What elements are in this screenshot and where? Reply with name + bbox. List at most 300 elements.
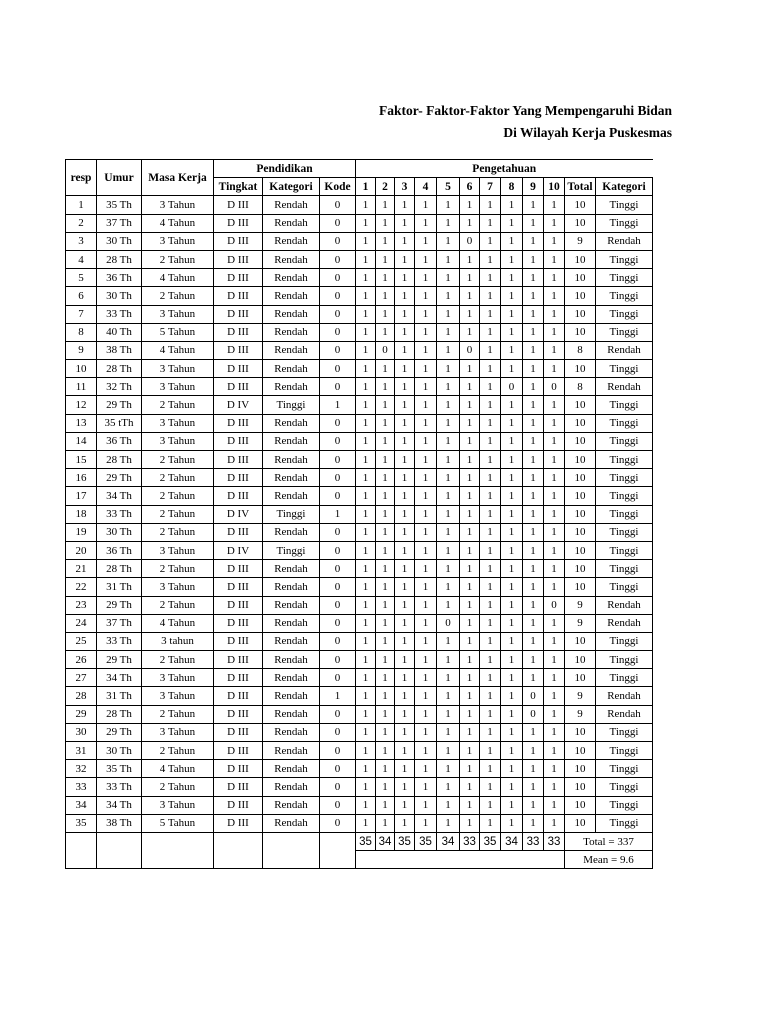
cell-item-6: 1 xyxy=(460,541,480,559)
cell-kategori-pengetahuan: Tinggi xyxy=(596,796,653,814)
cell-item-3: 1 xyxy=(395,378,415,396)
cell-umur: 35 Th xyxy=(97,760,142,778)
cell-masa-kerja: 2 Tahun xyxy=(142,651,214,669)
cell-item-6: 0 xyxy=(460,341,480,359)
cell-item-6: 1 xyxy=(460,596,480,614)
cell-item-8: 1 xyxy=(501,705,523,723)
cell-umur: 36 Th xyxy=(97,541,142,559)
cell-item-9: 1 xyxy=(523,669,544,687)
cell-item-4: 1 xyxy=(415,250,437,268)
cell-umur: 29 Th xyxy=(97,723,142,741)
column-sum: 35 xyxy=(415,832,437,850)
cell-item-4: 1 xyxy=(415,632,437,650)
cell-tingkat: D III xyxy=(214,651,263,669)
cell-item-6: 1 xyxy=(460,578,480,596)
cell-item-6: 1 xyxy=(460,814,480,832)
cell-item-8: 1 xyxy=(501,341,523,359)
table-row xyxy=(66,432,653,450)
cell-item-10: 1 xyxy=(544,578,565,596)
cell-item-2: 1 xyxy=(376,796,395,814)
cell-item-7: 1 xyxy=(480,687,501,705)
table-row xyxy=(66,723,653,741)
cell-kode: 0 xyxy=(320,796,356,814)
cell-item-6: 1 xyxy=(460,196,480,214)
cell-item-8: 1 xyxy=(501,396,523,414)
cell-masa-kerja: 3 Tahun xyxy=(142,578,214,596)
cell-item-3: 1 xyxy=(395,742,415,760)
cell-item-5: 1 xyxy=(437,414,460,432)
cell-item-4: 1 xyxy=(415,196,437,214)
cell-item-1: 1 xyxy=(356,578,376,596)
cell-kategori-pengetahuan: Tinggi xyxy=(596,451,653,469)
cell-tingkat: D III xyxy=(214,796,263,814)
table-row xyxy=(66,742,653,760)
cell-item-9: 1 xyxy=(523,742,544,760)
cell-kategori: Rendah xyxy=(263,742,320,760)
cell-item-7: 1 xyxy=(480,723,501,741)
cell-kategori: Rendah xyxy=(263,250,320,268)
cell-item-4: 1 xyxy=(415,323,437,341)
cell-item-10: 1 xyxy=(544,232,565,250)
cell-total: 10 xyxy=(565,196,596,214)
cell-item-9: 1 xyxy=(523,487,544,505)
cell-item-9: 1 xyxy=(523,451,544,469)
cell-item-5: 1 xyxy=(437,560,460,578)
cell-kategori: Tinggi xyxy=(263,541,320,559)
cell-total: 10 xyxy=(565,505,596,523)
cell-umur: 29 Th xyxy=(97,651,142,669)
total-label: Total = 337 xyxy=(565,832,653,850)
cell-kode: 0 xyxy=(320,269,356,287)
cell-item-7: 1 xyxy=(480,396,501,414)
table-row xyxy=(66,378,653,396)
column-sum: 34 xyxy=(376,832,395,850)
cell-item-8: 1 xyxy=(501,742,523,760)
cell-item-8: 1 xyxy=(501,505,523,523)
cell-total: 8 xyxy=(565,341,596,359)
cell-resp: 21 xyxy=(66,560,97,578)
cell-item-6: 1 xyxy=(460,250,480,268)
cell-total: 10 xyxy=(565,523,596,541)
cell-item-9: 1 xyxy=(523,560,544,578)
cell-masa-kerja: 2 Tahun xyxy=(142,596,214,614)
cell-total: 10 xyxy=(565,287,596,305)
cell-kategori: Rendah xyxy=(263,705,320,723)
cell-tingkat: D III xyxy=(214,760,263,778)
mean-empty xyxy=(263,851,320,869)
cell-umur: 33 Th xyxy=(97,505,142,523)
cell-umur: 30 Th xyxy=(97,742,142,760)
cell-item-1: 1 xyxy=(356,269,376,287)
cell-item-3: 1 xyxy=(395,214,415,232)
cell-item-4: 1 xyxy=(415,669,437,687)
cell-item-9: 1 xyxy=(523,760,544,778)
cell-item-6: 1 xyxy=(460,632,480,650)
cell-item-9: 1 xyxy=(523,269,544,287)
cell-item-3: 1 xyxy=(395,414,415,432)
cell-tingkat: D III xyxy=(214,341,263,359)
cell-item-5: 1 xyxy=(437,432,460,450)
cell-item-3: 1 xyxy=(395,578,415,596)
cell-total: 10 xyxy=(565,305,596,323)
cell-kategori: Rendah xyxy=(263,796,320,814)
cell-total: 10 xyxy=(565,469,596,487)
column-sum: 34 xyxy=(437,832,460,850)
cell-item-9: 1 xyxy=(523,523,544,541)
cell-item-2: 1 xyxy=(376,305,395,323)
cell-item-8: 1 xyxy=(501,596,523,614)
cell-item-7: 1 xyxy=(480,196,501,214)
cell-kategori: Rendah xyxy=(263,360,320,378)
cell-item-2: 1 xyxy=(376,596,395,614)
cell-item-2: 1 xyxy=(376,560,395,578)
cell-resp: 1 xyxy=(66,196,97,214)
cell-item-1: 1 xyxy=(356,287,376,305)
table-row xyxy=(66,796,653,814)
cell-masa-kerja: 2 Tahun xyxy=(142,778,214,796)
cell-resp: 5 xyxy=(66,269,97,287)
cell-kode: 0 xyxy=(320,287,356,305)
header-item-1: 1 xyxy=(356,178,376,196)
cell-item-8: 1 xyxy=(501,778,523,796)
cell-kategori-pengetahuan: Tinggi xyxy=(596,723,653,741)
cell-tingkat: D III xyxy=(214,560,263,578)
cell-item-5: 1 xyxy=(437,360,460,378)
cell-kategori: Rendah xyxy=(263,487,320,505)
cell-kode: 0 xyxy=(320,651,356,669)
cell-total: 10 xyxy=(565,214,596,232)
cell-item-10: 1 xyxy=(544,505,565,523)
cell-umur: 28 Th xyxy=(97,250,142,268)
cell-masa-kerja: 3 Tahun xyxy=(142,723,214,741)
cell-item-8: 1 xyxy=(501,232,523,250)
cell-item-3: 1 xyxy=(395,451,415,469)
cell-item-6: 1 xyxy=(460,323,480,341)
cell-kode: 0 xyxy=(320,451,356,469)
cell-resp: 12 xyxy=(66,396,97,414)
sum-empty xyxy=(66,832,97,850)
cell-umur: 28 Th xyxy=(97,451,142,469)
cell-kategori: Rendah xyxy=(263,378,320,396)
cell-item-2: 1 xyxy=(376,523,395,541)
cell-item-5: 1 xyxy=(437,341,460,359)
cell-item-9: 1 xyxy=(523,232,544,250)
cell-kategori: Rendah xyxy=(263,432,320,450)
cell-item-5: 1 xyxy=(437,742,460,760)
cell-item-9: 1 xyxy=(523,396,544,414)
table-row xyxy=(66,414,653,432)
header-pengetahuan: Pengetahuan xyxy=(356,160,653,178)
cell-item-4: 1 xyxy=(415,414,437,432)
cell-item-3: 1 xyxy=(395,596,415,614)
cell-resp: 31 xyxy=(66,742,97,760)
cell-item-1: 1 xyxy=(356,814,376,832)
cell-item-8: 1 xyxy=(501,250,523,268)
cell-total: 10 xyxy=(565,269,596,287)
cell-item-5: 1 xyxy=(437,505,460,523)
cell-item-4: 1 xyxy=(415,705,437,723)
cell-item-2: 1 xyxy=(376,432,395,450)
cell-kategori: Rendah xyxy=(263,760,320,778)
header-kategori: Kategori xyxy=(263,178,320,196)
cell-resp: 18 xyxy=(66,505,97,523)
cell-item-9: 1 xyxy=(523,505,544,523)
cell-kode: 0 xyxy=(320,705,356,723)
cell-total: 10 xyxy=(565,778,596,796)
header-item-5: 5 xyxy=(437,178,460,196)
table-row xyxy=(66,760,653,778)
cell-umur: 29 Th xyxy=(97,396,142,414)
cell-item-6: 1 xyxy=(460,214,480,232)
cell-kategori: Rendah xyxy=(263,778,320,796)
cell-resp: 11 xyxy=(66,378,97,396)
cell-kode: 0 xyxy=(320,323,356,341)
cell-item-9: 1 xyxy=(523,796,544,814)
cell-item-8: 1 xyxy=(501,632,523,650)
cell-kode: 0 xyxy=(320,596,356,614)
cell-kategori: Rendah xyxy=(263,269,320,287)
cell-resp: 35 xyxy=(66,814,97,832)
cell-item-5: 1 xyxy=(437,287,460,305)
cell-item-4: 1 xyxy=(415,232,437,250)
mean-empty xyxy=(142,851,214,869)
cell-kategori-pengetahuan: Tinggi xyxy=(596,305,653,323)
table-row xyxy=(66,196,653,214)
table-row xyxy=(66,523,653,541)
cell-item-4: 1 xyxy=(415,360,437,378)
cell-item-10: 1 xyxy=(544,451,565,469)
cell-item-7: 1 xyxy=(480,378,501,396)
cell-item-4: 1 xyxy=(415,560,437,578)
cell-masa-kerja: 2 Tahun xyxy=(142,705,214,723)
cell-item-9: 1 xyxy=(523,196,544,214)
cell-item-2: 1 xyxy=(376,614,395,632)
cell-total: 10 xyxy=(565,487,596,505)
cell-item-10: 1 xyxy=(544,250,565,268)
cell-total: 9 xyxy=(565,705,596,723)
cell-item-8: 1 xyxy=(501,305,523,323)
cell-item-5: 1 xyxy=(437,305,460,323)
cell-item-7: 1 xyxy=(480,523,501,541)
cell-item-6: 1 xyxy=(460,469,480,487)
cell-item-3: 1 xyxy=(395,250,415,268)
cell-item-7: 1 xyxy=(480,341,501,359)
cell-item-2: 1 xyxy=(376,723,395,741)
cell-kode: 0 xyxy=(320,341,356,359)
table-row xyxy=(66,505,653,523)
cell-kode: 0 xyxy=(320,378,356,396)
column-sum: 33 xyxy=(544,832,565,850)
cell-total: 10 xyxy=(565,396,596,414)
cell-item-4: 1 xyxy=(415,214,437,232)
mean-empty xyxy=(97,851,142,869)
cell-item-3: 1 xyxy=(395,705,415,723)
cell-item-1: 1 xyxy=(356,505,376,523)
cell-umur: 38 Th xyxy=(97,341,142,359)
cell-item-7: 1 xyxy=(480,760,501,778)
cell-kategori: Rendah xyxy=(263,451,320,469)
cell-item-5: 1 xyxy=(437,705,460,723)
cell-total: 10 xyxy=(565,250,596,268)
cell-item-3: 1 xyxy=(395,232,415,250)
cell-item-6: 1 xyxy=(460,432,480,450)
cell-item-8: 1 xyxy=(501,541,523,559)
cell-item-4: 1 xyxy=(415,305,437,323)
cell-item-2: 1 xyxy=(376,505,395,523)
cell-umur: 28 Th xyxy=(97,560,142,578)
cell-item-5: 1 xyxy=(437,632,460,650)
cell-kategori-pengetahuan: Tinggi xyxy=(596,505,653,523)
cell-item-3: 1 xyxy=(395,287,415,305)
cell-item-4: 1 xyxy=(415,505,437,523)
cell-tingkat: D III xyxy=(214,196,263,214)
cell-item-1: 1 xyxy=(356,596,376,614)
cell-umur: 31 Th xyxy=(97,687,142,705)
table-row xyxy=(66,651,653,669)
cell-item-4: 1 xyxy=(415,523,437,541)
cell-item-1: 1 xyxy=(356,760,376,778)
cell-item-1: 1 xyxy=(356,687,376,705)
table-row xyxy=(66,341,653,359)
cell-kategori-pengetahuan: Tinggi xyxy=(596,669,653,687)
cell-item-1: 1 xyxy=(356,560,376,578)
cell-item-8: 1 xyxy=(501,578,523,596)
cell-item-8: 1 xyxy=(501,796,523,814)
cell-kategori: Rendah xyxy=(263,651,320,669)
cell-tingkat: D III xyxy=(214,214,263,232)
cell-resp: 7 xyxy=(66,305,97,323)
cell-total: 9 xyxy=(565,232,596,250)
cell-item-2: 1 xyxy=(376,669,395,687)
cell-kategori-pengetahuan: Tinggi xyxy=(596,778,653,796)
cell-masa-kerja: 4 Tahun xyxy=(142,760,214,778)
sum-empty xyxy=(97,832,142,850)
cell-kode: 0 xyxy=(320,487,356,505)
cell-item-2: 1 xyxy=(376,214,395,232)
cell-masa-kerja: 3 Tahun xyxy=(142,378,214,396)
cell-item-1: 1 xyxy=(356,432,376,450)
cell-kode: 1 xyxy=(320,396,356,414)
cell-item-1: 1 xyxy=(356,723,376,741)
cell-kategori-pengetahuan: Tinggi xyxy=(596,578,653,596)
cell-item-1: 1 xyxy=(356,396,376,414)
cell-item-10: 1 xyxy=(544,196,565,214)
cell-item-10: 1 xyxy=(544,487,565,505)
cell-kategori: Rendah xyxy=(263,596,320,614)
sum-empty xyxy=(263,832,320,850)
cell-kategori-pengetahuan: Tinggi xyxy=(596,632,653,650)
cell-item-5: 1 xyxy=(437,687,460,705)
header-item-2: 2 xyxy=(376,178,395,196)
cell-tingkat: D III xyxy=(214,360,263,378)
cell-item-2: 1 xyxy=(376,578,395,596)
cell-item-6: 1 xyxy=(460,796,480,814)
cell-item-10: 1 xyxy=(544,705,565,723)
cell-umur: 40 Th xyxy=(97,323,142,341)
cell-item-8: 1 xyxy=(501,196,523,214)
cell-item-7: 1 xyxy=(480,742,501,760)
cell-masa-kerja: 3 Tahun xyxy=(142,432,214,450)
cell-umur: 37 Th xyxy=(97,614,142,632)
cell-kategori: Rendah xyxy=(263,578,320,596)
cell-kategori-pengetahuan: Rendah xyxy=(596,596,653,614)
cell-kategori-pengetahuan: Rendah xyxy=(596,232,653,250)
cell-umur: 32 Th xyxy=(97,378,142,396)
cell-item-1: 1 xyxy=(356,214,376,232)
cell-item-4: 1 xyxy=(415,541,437,559)
cell-kategori: Rendah xyxy=(263,687,320,705)
cell-resp: 13 xyxy=(66,414,97,432)
cell-umur: 33 Th xyxy=(97,305,142,323)
cell-item-9: 1 xyxy=(523,287,544,305)
cell-item-1: 1 xyxy=(356,451,376,469)
cell-resp: 6 xyxy=(66,287,97,305)
cell-item-2: 1 xyxy=(376,232,395,250)
cell-item-1: 1 xyxy=(356,378,376,396)
cell-item-9: 0 xyxy=(523,705,544,723)
cell-total: 10 xyxy=(565,651,596,669)
column-sum: 35 xyxy=(480,832,501,850)
cell-kategori: Rendah xyxy=(263,523,320,541)
cell-item-3: 1 xyxy=(395,469,415,487)
cell-item-3: 1 xyxy=(395,360,415,378)
cell-kode: 0 xyxy=(320,614,356,632)
cell-item-7: 1 xyxy=(480,451,501,469)
cell-item-5: 1 xyxy=(437,596,460,614)
cell-item-1: 1 xyxy=(356,341,376,359)
cell-item-8: 1 xyxy=(501,723,523,741)
cell-kategori-pengetahuan: Tinggi xyxy=(596,214,653,232)
cell-umur: 38 Th xyxy=(97,814,142,832)
cell-masa-kerja: 3 Tahun xyxy=(142,669,214,687)
cell-item-4: 1 xyxy=(415,796,437,814)
cell-item-4: 1 xyxy=(415,723,437,741)
cell-item-10: 1 xyxy=(544,651,565,669)
cell-item-6: 1 xyxy=(460,778,480,796)
cell-item-8: 1 xyxy=(501,469,523,487)
cell-kode: 0 xyxy=(320,196,356,214)
cell-item-7: 1 xyxy=(480,560,501,578)
table-row xyxy=(66,469,653,487)
cell-item-4: 1 xyxy=(415,742,437,760)
cell-kode: 0 xyxy=(320,560,356,578)
header-resp: resp xyxy=(66,160,97,196)
header-item-3: 3 xyxy=(395,178,415,196)
cell-kode: 0 xyxy=(320,469,356,487)
cell-item-1: 1 xyxy=(356,305,376,323)
cell-kode: 1 xyxy=(320,505,356,523)
table-row xyxy=(66,214,653,232)
cell-item-2: 1 xyxy=(376,651,395,669)
cell-item-8: 1 xyxy=(501,614,523,632)
cell-item-8: 1 xyxy=(501,523,523,541)
cell-item-10: 1 xyxy=(544,323,565,341)
cell-kode: 0 xyxy=(320,432,356,450)
cell-kategori-pengetahuan: Tinggi xyxy=(596,760,653,778)
cell-item-7: 1 xyxy=(480,432,501,450)
cell-item-10: 1 xyxy=(544,414,565,432)
cell-item-1: 1 xyxy=(356,487,376,505)
cell-item-1: 1 xyxy=(356,232,376,250)
cell-item-5: 1 xyxy=(437,469,460,487)
cell-item-2: 1 xyxy=(376,414,395,432)
cell-resp: 25 xyxy=(66,632,97,650)
cell-tingkat: D III xyxy=(214,669,263,687)
cell-item-10: 1 xyxy=(544,614,565,632)
cell-item-6: 1 xyxy=(460,287,480,305)
cell-item-8: 1 xyxy=(501,814,523,832)
cell-item-3: 1 xyxy=(395,396,415,414)
